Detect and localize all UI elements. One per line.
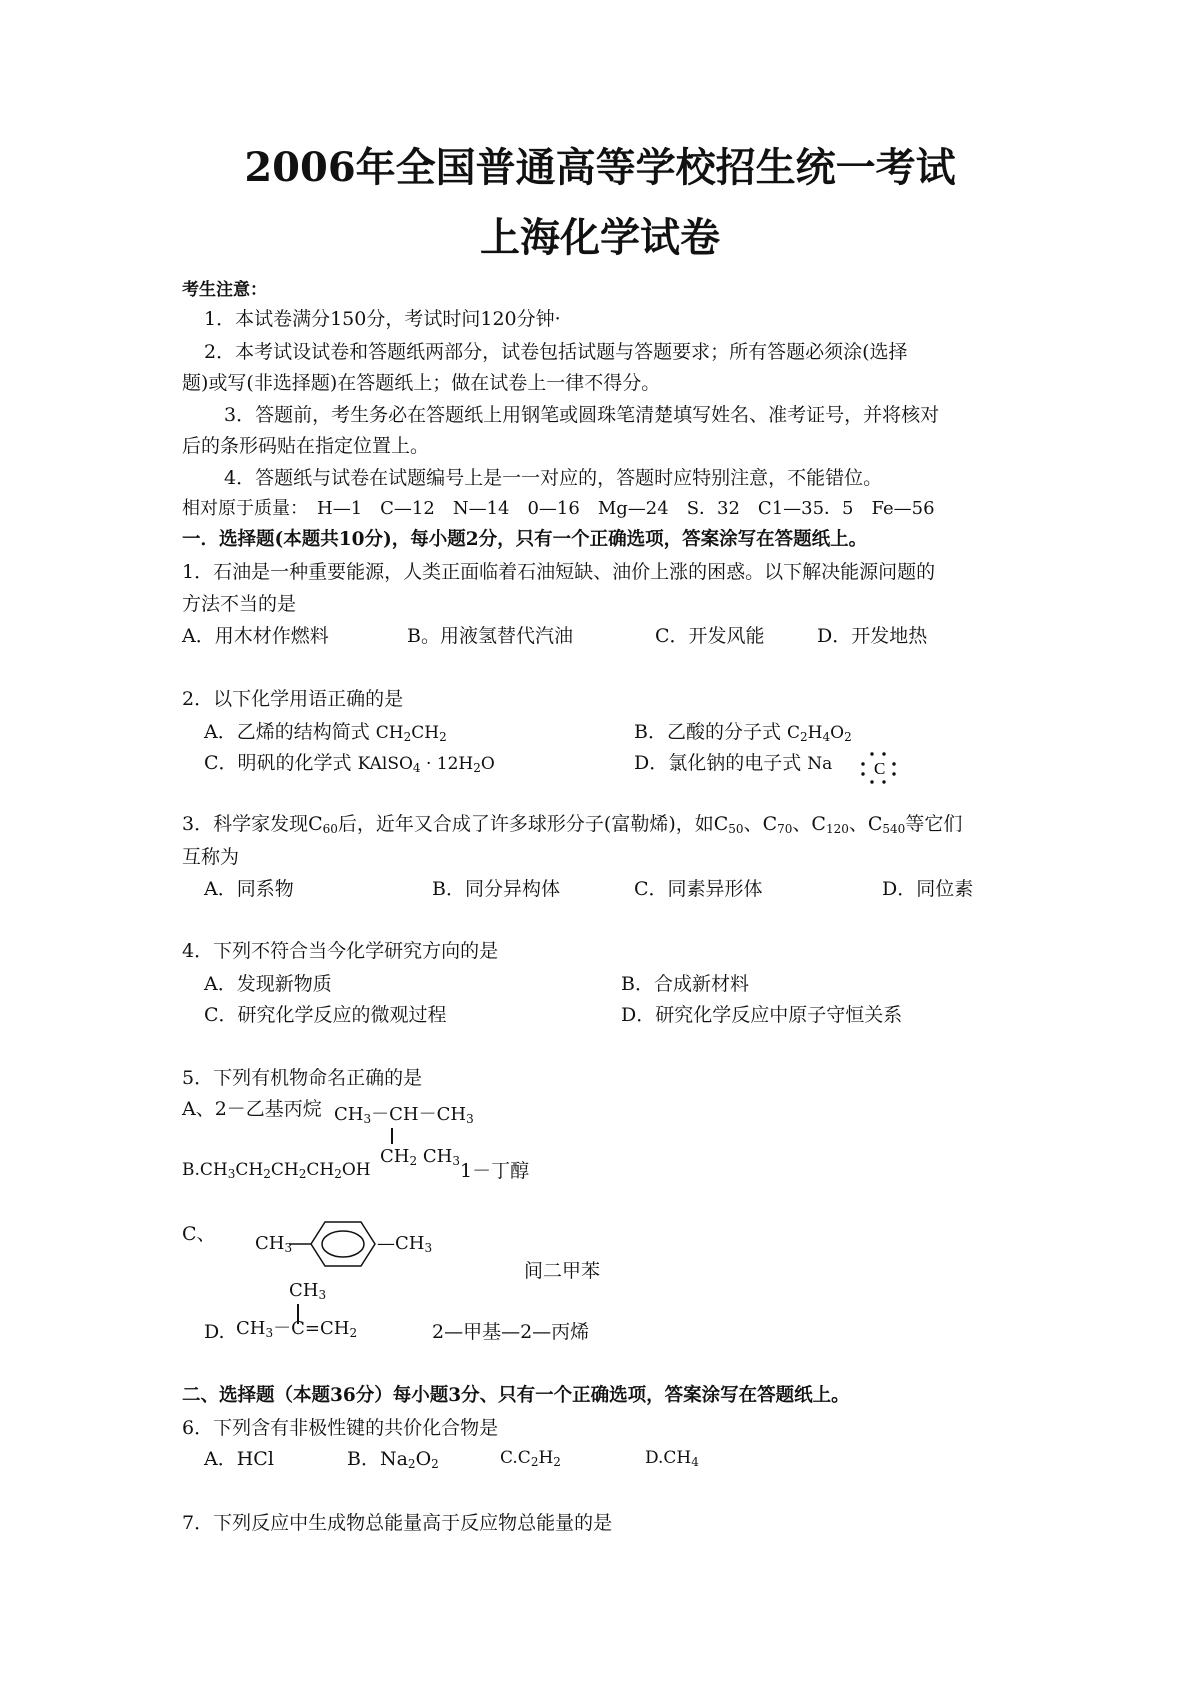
q7-stem: 7．下列反应中生成物总能量高于反应物总能量的是 [182,1512,613,1534]
q1-option-c: C．开发风能 [655,625,765,647]
q2-option-a-formula: $CH_2CH_2$ [375,723,447,744]
q2-option-c-text: C．明矾的化学式 [204,752,352,774]
q2-option-a-text: A．乙烯的结构简式 [204,721,370,743]
q2-option-b-text: B．乙酸的分子式 [634,721,781,743]
q1-stem-a: 1．石油是一种重要能源，人类正面临着石油短缺、油价上涨的困惑。以下解决能源问题的 [182,561,936,583]
notice-heading: 考生注意： [182,280,267,300]
q5-option-a-branch: $CH_2$ $CH_3$ [380,1146,460,1168]
q3-stem-a: 3．科学家发现$C_{60}$后，近年又合成了许多球形分子(富勒烯)，如$C_{50}$、$C_{70}$、$C_{120}$、$C_{540}$等它们 [182,813,963,836]
notice-item-2a: 2．本考试设试卷和答题纸两部分，试卷包括试题与答题要求；所有答题必须涂(选择 [204,341,908,363]
q5-option-c-right-methyl: $—CH_3$ [377,1233,433,1255]
q2-option-c-formula: KAlSO$_4$ · $12H_2O$ [357,754,495,775]
q5-option-d-name: 2—甲基—2—丙烯 [432,1321,590,1343]
q2-option-d-na: Na [807,754,833,774]
q1-option-d: D．开发地热 [817,625,928,647]
q4-option-d: D．研究化学反应中原子守恒关系 [621,1004,903,1026]
q3-option-b: B．同分异构体 [432,878,560,900]
notice-item-2b: 题)或写(非选择题)在答题纸上；做在试卷上一律不得分。 [182,372,661,394]
q3-option-d: D．同位素 [882,878,974,900]
q5-option-b-name: 1－丁醇 [460,1160,530,1182]
q5-stem: 5．下列有机物命名正确的是 [182,1067,423,1089]
q5-option-d-formula: $CH_3-C=CH_2$ [236,1318,358,1340]
q6-option-a: A．HCl [204,1448,274,1470]
q5-option-a-main-chain: $CH_3-CH-CH_3$ [334,1104,474,1126]
q3-option-c: C．同素异形体 [634,878,763,900]
q5-option-c-label: C、 [182,1223,216,1245]
q2-electron-dot-diagram [855,748,905,788]
q5-option-a-label: A、2－乙基丙烷 [182,1098,322,1120]
q6-stem: 6．下列含有非极性键的共价化合物是 [182,1417,499,1439]
q1-stem-b: 方法不当的是 [182,593,297,615]
atomic-masses: 相对原于质量： H—1 C—12 N—14 0—16 Mg—24 S．32 C1—35．5 Fe—56 [182,498,935,519]
q2-stem: 2．以下化学用语正确的是 [182,688,404,710]
q2-option-d [634,754,832,773]
notice-item-4: 4．答题纸与试卷在试题编号上是一一对应的，答题时应特别注意，不能错位。 [224,467,883,489]
section1-heading: 一．选择题(本题共10分)，每小题2分，只有一个正确选项，答案涂写在答题纸上。 [182,529,868,550]
q5-option-d-top-methyl: $CH_3$ [289,1280,327,1302]
q6-option-b: B．$Na_2O_2$ [347,1448,439,1471]
section2-heading: 二、选择题（本题36分）每小题3分、只有一个正确选项，答案涂写在答题纸上。 [182,1385,850,1406]
q5-option-c-left-methyl: $CH_3$ [255,1233,293,1255]
q4-option-b: B．合成新材料 [621,973,749,995]
q2-option-b [634,723,852,742]
q1-option-b: B。用液氢替代汽油 [407,625,573,647]
notice-item-3a: 3．答题前，考生务必在答题纸上用钢笔或圆珠笔清楚填写姓名、准考证号，并将核对 [224,404,940,426]
q4-option-a: A．发现新物质 [204,973,332,995]
q4-option-c: C．研究化学反应的微观过程 [204,1004,447,1026]
q1-option-a: A．用木材作燃料 [182,625,329,647]
notice-item-1: 1．本试卷满分150分，考试时问120分钟· [204,308,561,330]
q3-option-a: A．同系物 [204,878,294,900]
exam-title-line1: 2006年全国普通高等学校招生统一考试 [244,144,956,191]
q3-stem-b: 互称为 [182,846,240,868]
q2-option-a [204,723,447,742]
q5-option-a-bond-line [391,1128,393,1144]
q4-stem: 4．下列不符合当今化学研究方向的是 [182,940,499,962]
q2-option-d-text: D．氯化钠的电子式 [634,752,802,774]
q5-option-d-label: D. [204,1321,225,1343]
q2-option-b-formula: $C_2H_4O_2$ [787,723,852,744]
q5-option-c-name: 间二甲苯 [524,1260,601,1282]
q6-option-c: $C.C_2H_2$ [500,1448,561,1469]
exam-title-line2: 上海化学试卷 [480,214,720,261]
q2-option-c [204,754,495,773]
q5-option-b-formula: $B.CH_3CH_2CH_2CH_2OH$ [182,1160,371,1181]
q2-electron-dot-atom: C [874,759,886,778]
notice-item-3b: 后的条形码贴在指定位置上。 [182,435,430,457]
q6-option-d: $D.CH_4$ [645,1448,699,1469]
